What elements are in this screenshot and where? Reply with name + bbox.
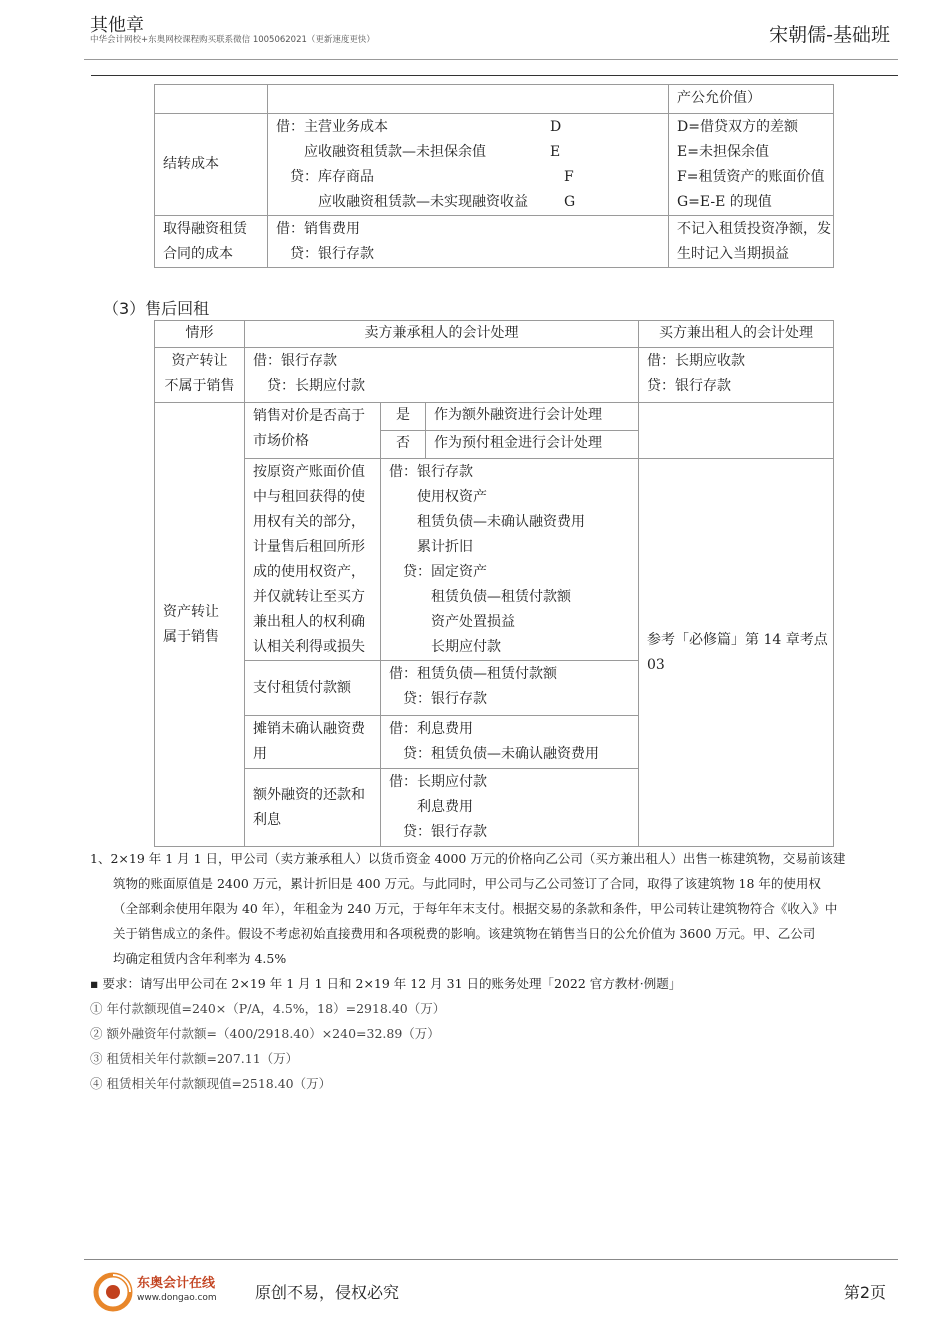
table-row xyxy=(155,85,834,114)
row-label: 结转成本 xyxy=(163,156,219,172)
entry-line: 贷：长期应付款 xyxy=(267,378,365,394)
entry-line: 使用权资产 xyxy=(417,489,487,505)
footer-divider xyxy=(84,1259,898,1260)
sub-label: 兼出租人的权利确 xyxy=(253,614,365,630)
header-cell: 卖方兼承租人的会计处理 xyxy=(245,321,639,348)
question-line: （全部剩余使用年限为 40 年），年租金为 240 万元，于每年年末支付。根据交易的条款和条件，甲公司转让建筑物符合《收入》中 xyxy=(113,901,838,916)
question-line: 关于销售成立的条件。假设不考虑初始直接费用和各项税费的影响。该建筑物在销售当日的公允价值为 3600 万元。甲、乙公司 xyxy=(113,926,816,941)
dongao-logo-icon xyxy=(93,1272,133,1316)
sub-label: 用权有关的部分， xyxy=(253,514,365,530)
entry-line: 借：销售费用 xyxy=(276,221,360,237)
course-title: 宋朝儒-基础班 xyxy=(769,24,890,46)
entry-code: D xyxy=(550,119,562,135)
entry-line: 借：利息费用 xyxy=(389,721,473,737)
sub-label: 中与租回获得的使 xyxy=(253,489,365,505)
note-text: 生时记入当期损益 xyxy=(677,246,789,262)
note-text: 不记入租赁投资净额，发 xyxy=(677,221,831,237)
section-heading: （3）售后回租 xyxy=(103,299,210,318)
table-row xyxy=(155,403,834,431)
note-text: G=E-E 的现值 xyxy=(677,194,772,210)
entry-line: 贷：银行存款 xyxy=(290,246,374,262)
entry-line: 资产处置损益 xyxy=(431,614,515,630)
table-row xyxy=(155,459,834,661)
sub-label: 按原资产账面价值 xyxy=(253,464,365,480)
question-line: 均确定租赁内含年利率为 4.5% xyxy=(113,951,287,966)
entry-line: 贷：银行存款 xyxy=(403,824,487,840)
entry-line: 借：银行存款 xyxy=(389,464,473,480)
finance-lease-table xyxy=(154,84,834,268)
yes-cell: 是 xyxy=(381,403,426,431)
sub-label: 成的使用权资产， xyxy=(253,564,365,580)
row-label: 资产转让 xyxy=(171,353,228,369)
entry-line: 借：租赁负债—租赁付款额 xyxy=(389,666,557,682)
entry-code: G xyxy=(564,194,576,210)
entry-line: 累计折旧 xyxy=(417,539,473,555)
sub-label: 销售对价是否高于 xyxy=(253,408,365,424)
entry-line: 贷：固定资产 xyxy=(403,564,487,580)
example-question xyxy=(90,846,898,971)
entry-line: 贷：银行存款 xyxy=(647,378,731,394)
entry-line: 借：长期应收款 xyxy=(647,353,745,369)
sub-label: 并仅就转让至买方 xyxy=(253,589,365,605)
row-label: 取得融资租赁 xyxy=(163,221,247,237)
yes-text: 作为额外融资进行会计处理 xyxy=(426,403,639,431)
header-cell: 买方兼出租人的会计处理 xyxy=(639,321,834,348)
entry-line: 借：主营业务成本 xyxy=(276,119,388,135)
sub-label: 额外融资的还款和 xyxy=(253,786,365,803)
entry-line: 利息费用 xyxy=(417,799,473,815)
logo-name: 东奥会计在线 xyxy=(137,1276,216,1291)
header-divider xyxy=(84,59,898,60)
note-text: 产公允价值） xyxy=(677,90,761,106)
no-text: 作为预付租金进行会计处理 xyxy=(426,431,639,459)
entry-line: 借：银行存款 xyxy=(253,353,337,369)
entry-line: 租赁负债—租赁付款额 xyxy=(431,589,571,605)
answer-line: ① 年付款额现值=240×（P/A，4.5%，18）=2918.40（万） xyxy=(90,1001,446,1016)
sub-label: 利息 xyxy=(253,811,281,828)
answer-line: ② 额外融资年付款额=（400/2918.40）×240=32.89（万） xyxy=(90,1026,440,1041)
sub-label: 支付租赁付款额 xyxy=(245,661,381,716)
chapter-title: 其他章 xyxy=(90,15,144,36)
entry-code: E xyxy=(550,144,561,160)
note-text: D=借贷双方的差额 xyxy=(677,119,798,135)
answer-line: ④ 租赁相关年付款额现值=2518.40（万） xyxy=(90,1076,332,1091)
entry-line: 应收融资租赁款—未实现融资收益 xyxy=(318,194,528,210)
sub-label: 计量售后租回所形 xyxy=(253,539,365,555)
reference-note: 03 xyxy=(647,656,665,673)
row-label: 合同的成本 xyxy=(163,246,233,262)
entry-line: 贷：库存商品 xyxy=(290,169,374,185)
note-text: F=租赁资产的账面价值 xyxy=(677,169,825,185)
footer-slogan: 原创不易，侵权必究 xyxy=(255,1283,400,1302)
question-line: 筑物的账面原值是 2400 万元，累计折旧是 400 万元。与此同时，甲公司与乙公司签订了合同，取得了该建筑物 18 年的使用权 xyxy=(113,876,821,891)
header-cell: 情形 xyxy=(155,321,245,348)
table-row xyxy=(155,348,834,403)
row-label: 资产转让 xyxy=(163,603,219,620)
entry-code: F xyxy=(564,169,574,185)
header-subtitle: 中华会计网校+东奥网校课程购买联系微信 1005062021（更新速度更快） xyxy=(90,35,375,45)
entry-line: 长期应付款 xyxy=(431,639,501,655)
entry-line: 借：长期应付款 xyxy=(389,774,487,790)
note-text: E=未担保余值 xyxy=(677,144,769,160)
row-label: 属于销售 xyxy=(163,628,219,645)
sub-label: 摊销未确认融资费 xyxy=(253,721,365,737)
sub-label: 市场价格 xyxy=(253,433,309,449)
header-rule xyxy=(91,75,898,76)
sale-leaseback-table xyxy=(154,320,834,847)
entry-line: 贷：租赁负债—未确认融资费用 xyxy=(403,746,599,762)
requirement: ▪ 要求：请写出甲公司在 2×19 年 1 月 1 日和 2×19 年 12 月 31 日的账务处理「2022 官方教材·例题」 xyxy=(90,976,682,991)
entry-line: 租赁负债—未确认融资费用 xyxy=(417,514,585,530)
entry-line: 应收融资租赁款—未担保余值 xyxy=(304,144,486,160)
no-cell: 否 xyxy=(381,431,426,459)
answer-line: ③ 租赁相关年付款额=207.11（万） xyxy=(90,1051,299,1066)
table-row xyxy=(155,114,834,216)
entry-line: 贷：银行存款 xyxy=(403,691,487,707)
sub-label: 用 xyxy=(253,746,267,762)
sub-label: 认相关利得或损失 xyxy=(253,639,365,655)
row-label: 不属于销售 xyxy=(164,378,235,394)
question-line: 1、2×19 年 1 月 1 日，甲公司（卖方兼承租人）以货币资金 4000 万元的价格向乙公司（买方兼出租人）出售一栋建筑物，交易前该建 xyxy=(90,851,846,866)
table-header-row xyxy=(155,321,834,348)
reference-note: 参考「必修篇」第 14 章考点 xyxy=(647,631,828,648)
table-row xyxy=(155,216,834,268)
page-number: 第2页 xyxy=(843,1283,886,1302)
logo-url: www.dongao.com xyxy=(137,1293,217,1303)
